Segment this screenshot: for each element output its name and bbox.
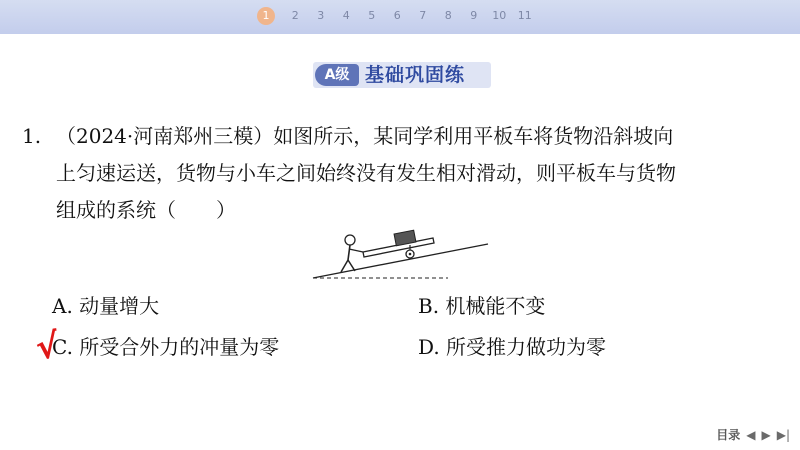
section-title: 基础巩固练 (365, 64, 466, 86)
slope-cart-figure (308, 222, 498, 282)
last-slide-icon[interactable]: ▶| (776, 427, 790, 442)
question-line-3: 组成的系统（ ） (56, 198, 236, 222)
page-button-5[interactable]: 5 (368, 9, 376, 22)
option-b[interactable]: B. 机械能不变 (418, 294, 546, 318)
cart-figure (363, 230, 434, 258)
page-button-3[interactable]: 3 (317, 9, 325, 22)
page-button-7[interactable]: 7 (419, 9, 427, 22)
page-navigator (257, 7, 538, 25)
page-button-1[interactable]: 1 (257, 7, 275, 25)
page-button-9[interactable]: 9 (470, 9, 478, 22)
next-slide-icon[interactable]: ▶ (761, 427, 771, 442)
page-button-6[interactable]: 6 (393, 9, 401, 22)
page-button-8[interactable]: 8 (444, 9, 452, 22)
question-line-1: （2024·河南郑州三模）如图所示，某同学利用平板车将货物沿斜坡向 (56, 124, 674, 148)
question-line-2: 上匀速运送，货物与小车之间始终没有发生相对滑动，则平板车与货物 (56, 161, 676, 185)
person-figure (341, 235, 363, 272)
table-of-contents-button[interactable]: 目录 (716, 428, 741, 442)
top-bar (0, 0, 800, 34)
correct-answer-checkmark: √ (33, 325, 62, 369)
option-c[interactable]: C. 所受合外力的冲量为零 (52, 335, 280, 359)
level-badge: A级 (315, 64, 359, 86)
option-a[interactable]: A. 动量增大 (52, 294, 160, 318)
page-button-2[interactable]: 2 (291, 9, 299, 22)
section-header (313, 62, 491, 88)
page-button-10[interactable]: 10 (492, 9, 507, 22)
bottom-navigation (716, 426, 790, 443)
question-number: 1. (22, 124, 42, 148)
previous-slide-icon[interactable]: ◀ (746, 427, 756, 442)
option-d[interactable]: D. 所受推力做功为零 (418, 335, 607, 359)
page-button-4[interactable]: 4 (342, 9, 350, 22)
page-button-11[interactable]: 11 (517, 9, 532, 22)
